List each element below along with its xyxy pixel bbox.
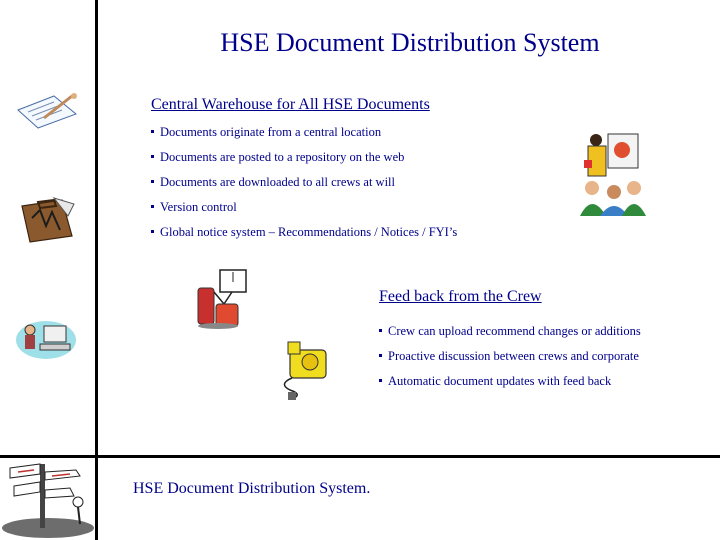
section2-bullet-list — [379, 319, 641, 394]
section2-heading: Feed back from the Crew — [379, 288, 542, 305]
signpost-clipart — [0, 458, 96, 540]
bullet-icon — [151, 155, 154, 158]
worker-at-computer-clipart — [14, 318, 78, 360]
bullet-icon — [151, 230, 154, 233]
pen-and-paper-clipart — [14, 92, 80, 132]
bullet-icon — [151, 130, 154, 133]
bullet-icon — [379, 354, 382, 357]
list-item: Crew can upload recommend changes or additions — [379, 319, 641, 344]
bullet-icon — [151, 205, 154, 208]
list-item: Version control — [151, 195, 457, 220]
briefcase-clipart — [18, 196, 76, 244]
bullet-icon — [379, 379, 382, 382]
document-stand-clipart — [194, 268, 250, 330]
bullet-icon — [151, 180, 154, 183]
telephone-clipart — [272, 340, 332, 402]
presenter-audience-clipart — [576, 130, 648, 218]
section1-heading: Central Warehouse for All HSE Documents — [151, 96, 430, 113]
list-item: Automatic document updates with feed back — [379, 369, 641, 394]
bullet-icon — [379, 329, 382, 332]
list-item: Documents are downloaded to all crews at will — [151, 170, 457, 195]
horizontal-divider — [0, 455, 720, 458]
footer-text: HSE Document Distribution System. — [133, 480, 371, 497]
list-item: Proactive discussion between crews and corporate — [379, 344, 641, 369]
list-item: Documents are posted to a repository on the web — [151, 145, 457, 170]
section1-bullet-list — [151, 120, 457, 245]
page-title: HSE Document Distribution System — [220, 28, 600, 57]
list-item: Documents originate from a central location — [151, 120, 457, 145]
list-item: Global notice system – Recommendations / Notices / FYI’s — [151, 220, 457, 245]
